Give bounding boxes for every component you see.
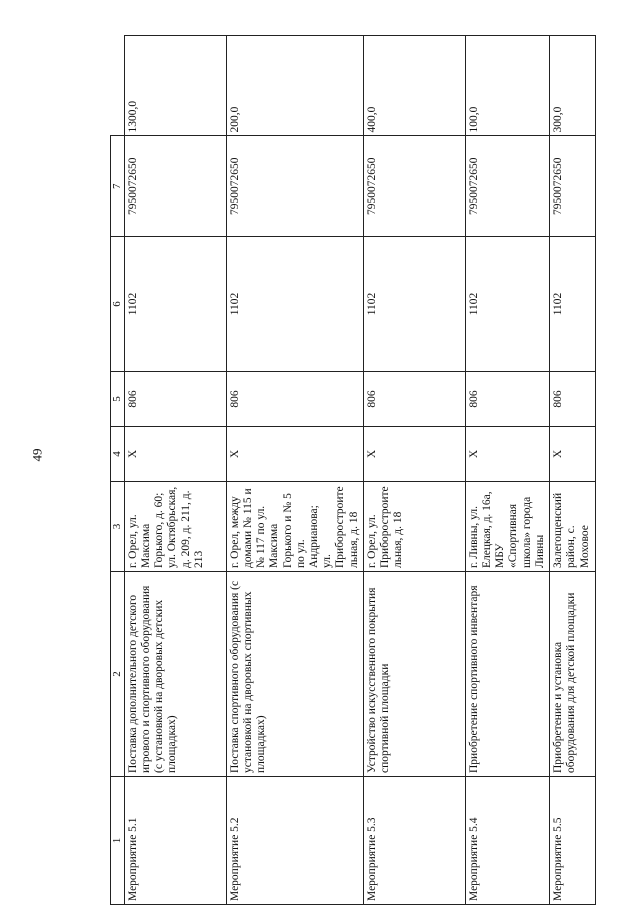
mark-cell: X [226, 427, 363, 482]
amount-cell: 100,0 [465, 36, 549, 137]
mark-cell: X [363, 427, 465, 482]
event-cell: Мероприятие 5.3 [363, 777, 465, 905]
header-col-6: 6 [111, 237, 125, 372]
table-row [550, 36, 596, 905]
header-row [111, 36, 125, 905]
code6-cell: 7950072650 [226, 136, 363, 237]
address-cell: г. Орел, ул. Максима Горького, д. 60; ул. Октябрьская, д. 209, д. 211, д. 213 [124, 482, 226, 572]
address-cell: г. Ливны, ул. Елецкая, д. 16а, МБУ «Спортивная школа» города Ливны [465, 482, 549, 572]
amount-cell: 200,0 [226, 36, 363, 137]
header-col-5: 5 [111, 372, 125, 427]
event-cell: Мероприятие 5.2 [226, 777, 363, 905]
address-cell: г. Орел, ул. Приборостроительная, д. 18 [363, 482, 465, 572]
mark-cell: X [124, 427, 226, 482]
amount-cell: 1300,0 [124, 36, 226, 137]
description-cell: Поставка дополнительного детского игрового и спортивного оборудования (с установкой на дворовых детских площадках) [124, 572, 226, 777]
code4-cell: 806 [550, 372, 596, 427]
code4-cell: 806 [226, 372, 363, 427]
amount-cell: 300,0 [550, 36, 596, 137]
code5-cell: 1102 [226, 237, 363, 372]
code4-cell: 806 [363, 372, 465, 427]
page-number [27, 440, 47, 470]
header-col-7: 7 [111, 136, 125, 237]
description-cell: Приобретение и установка оборудования для детской площадки [550, 572, 596, 777]
code6-cell: 7950072650 [363, 136, 465, 237]
code6-cell: 7950072650 [550, 136, 596, 237]
code5-cell: 1102 [465, 237, 549, 372]
description-cell: Устройство искусственного покрытия спортивной площадки [363, 572, 465, 777]
code5-cell: 1102 [363, 237, 465, 372]
amount-cell: 400,0 [363, 36, 465, 137]
code6-cell: 7950072650 [465, 136, 549, 237]
address-cell: Залегощенский район, с. Моховое [550, 482, 596, 572]
budget-table [110, 35, 596, 905]
description-cell: Поставка спортивного оборудования (с установкой на дворовых спортивных площадках) [226, 572, 363, 777]
code4-cell: 806 [465, 372, 549, 427]
mark-cell: X [465, 427, 549, 482]
code4-cell: 806 [124, 372, 226, 427]
event-cell: Мероприятие 5.4 [465, 777, 549, 905]
budget-table-container [110, 35, 591, 905]
header-col-3: 3 [111, 482, 125, 572]
code6-cell: 7950072650 [124, 136, 226, 237]
page-number-text: 49 [29, 448, 44, 462]
description-cell: Приобретение спортивного инвентаря [465, 572, 549, 777]
event-cell: Мероприятие 5.1 [124, 777, 226, 905]
header-col-1: 1 [111, 777, 125, 905]
code5-cell: 1102 [550, 237, 596, 372]
address-cell: г. Орел, между домами № 115 и № 117 по ул. Максима Горького и № 5 по ул. Андрианова; ул. Приборостроительная, д. 18 [226, 482, 363, 572]
mark-cell: X [550, 427, 596, 482]
code5-cell: 1102 [124, 237, 226, 372]
table-row [363, 36, 465, 905]
event-cell: Мероприятие 5.5 [550, 777, 596, 905]
table-row [124, 36, 226, 905]
header-col-2: 2 [111, 572, 125, 777]
table-row [226, 36, 363, 905]
table-row [465, 36, 549, 905]
header-col-4: 4 [111, 427, 125, 482]
